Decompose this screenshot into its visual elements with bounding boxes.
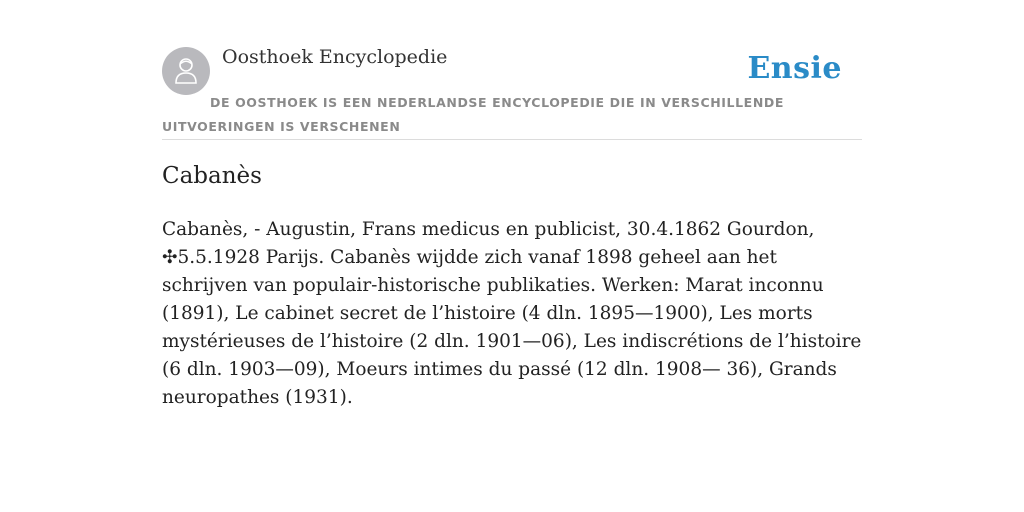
user-avatar-icon <box>174 57 198 85</box>
article-title: Cabanès <box>162 163 262 189</box>
avatar[interactable] <box>162 47 210 95</box>
header <box>162 46 862 140</box>
site-title[interactable]: Oosthoek Encyclopedie <box>222 46 448 68</box>
site-tagline: DE OOSTHOEK IS EEN NEDERLANDSE ENCYCLOPEDIE DIE IN VERSCHILLENDE UITVOERINGEN IS VERSCHENEN <box>162 95 784 134</box>
article-body: Cabanès, - Augustin, Frans medicus en publicist, 30.4.1862 Gourdon, ✣5.5.1928 Parijs. Cabanès wijdde zich vanaf 1898 geheel aan het schrijven van populair-historische publikaties. Werken: Marat inconnu (1891), Le cabinet secret de l’histoire (4 dln. 1895—1900), Les morts mystérieuses de l’histoire (2 dln. 1901—06), Les indiscrétions de l’histoire (6 dln. 1903—09), Moeurs intimes du passé (12 dln. 1908— 36), Grands neuropathes (1931). <box>162 219 862 408</box>
brand-logo[interactable]: Ensie <box>747 51 842 86</box>
